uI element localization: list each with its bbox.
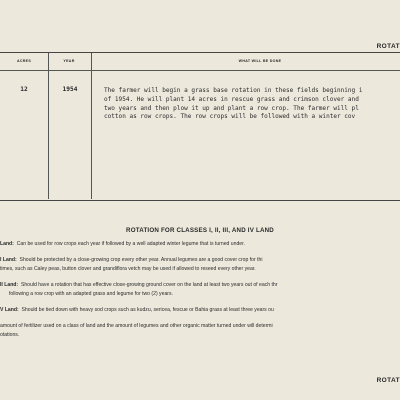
rule-label: I Land: <box>0 257 17 263</box>
rule-label: Land: <box>0 241 14 247</box>
rotation-rule <box>0 240 400 249</box>
table-cell-what-will-be-done <box>104 87 400 122</box>
column-divider <box>91 53 92 199</box>
rotation-footer-label: ROTAT <box>376 377 400 384</box>
rule-line: following a row crop with an adapted grass and legume for two (2) years. <box>9 290 173 297</box>
rotation-rule <box>0 306 400 315</box>
rule-line: amount of fertilizer used on a class of land and the amount of legumes and other organic matter turned under will determi <box>0 323 273 329</box>
table-header-divider <box>0 70 400 71</box>
rule-label: II Land: <box>0 282 19 288</box>
rule-line: otations. <box>0 331 20 338</box>
rotation-plan-table <box>0 52 400 201</box>
rule-text: Should have a rotation that has effective close-growing ground cover on the land at least two years out of each thr <box>20 282 278 288</box>
rotation-section-title: ROTATION FOR CLASSES I, II, III, AND IV LAND <box>126 227 274 234</box>
rotation-rule <box>0 281 400 298</box>
table-cell-year: 1954 <box>62 86 78 93</box>
rule-text: Should be protected by a close-growing crop every other year. Annual legumes are a good cover crop for thi <box>19 257 263 263</box>
column-divider <box>48 53 49 199</box>
note-line: of 1954. He will plant 14 acres in rescue grass and crimson clover and <box>104 95 359 103</box>
note-line: two years and then plow it up and plant a row crop. The farmer will pl <box>104 104 359 112</box>
rule-text: Should be tied down with heavy sod crops such as kudzu, sericea, fescue or Bahia grass at least three years ou <box>21 307 274 313</box>
column-header-acres: ACRES <box>16 59 32 63</box>
rule-line <box>0 281 400 290</box>
column-header-year: YEAR <box>63 59 75 63</box>
rotation-rule <box>0 256 400 273</box>
rule-line <box>0 306 400 315</box>
rule-line <box>0 240 400 249</box>
note-line: cotton as row crops. The row crops will be followed with a winter cov <box>104 113 356 121</box>
table-cell-acres: 12 <box>20 86 28 93</box>
fertilizer-note <box>0 322 400 339</box>
column-header-what-will-be-done: WHAT WILL BE DONE <box>238 59 282 63</box>
rule-label: V Land: <box>0 307 19 313</box>
rotation-header-label: ROTAT <box>376 43 400 50</box>
rule-line <box>0 256 400 265</box>
rule-line: times, such as Caley peas, button clover and grandiflora vetch may be used if allowed to reseed every other year. <box>0 265 256 272</box>
note-line: The farmer will begin a grass base rotation in these fields beginning i <box>104 87 363 94</box>
rule-text: Can be used for row crops each year if followed by a well adapted winter legume that is turned under. <box>16 241 245 247</box>
